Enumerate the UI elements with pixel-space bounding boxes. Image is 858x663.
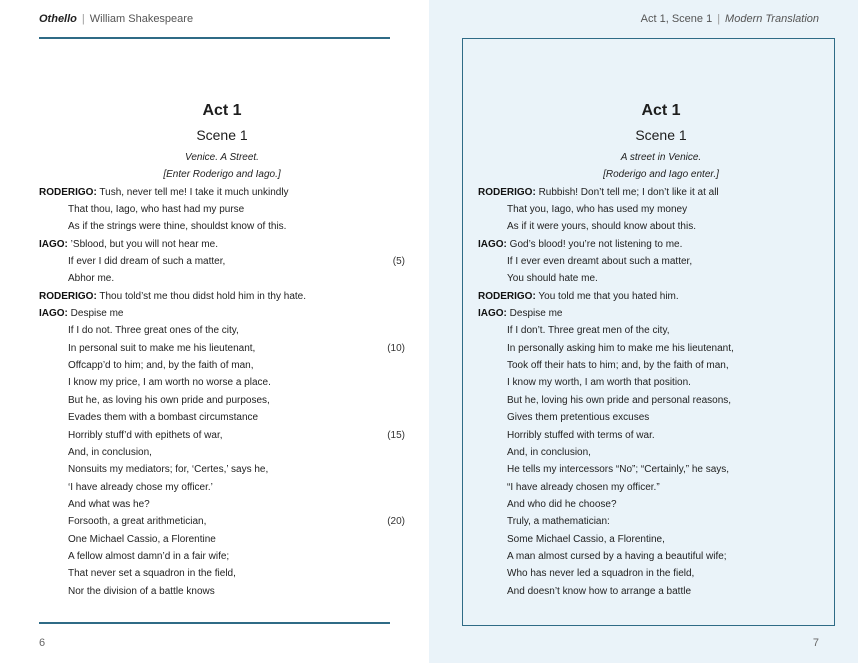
line-text: Who has never led a squadron in the field,: [507, 568, 695, 580]
dialogue-line: [39, 357, 405, 374]
dialogue-line: [39, 427, 405, 444]
stage-direction: A street in Venice.: [620, 152, 702, 163]
speaker-name: IAGO:: [39, 238, 68, 250]
running-header-right: [641, 13, 819, 25]
line-text: He tells my intercessors “No”; “Certainly,” he says,: [507, 464, 730, 476]
line-text: But he, as loving his own pride and purposes,: [68, 394, 270, 406]
dialogue-line: [39, 184, 405, 201]
stage-direction: [Roderigo and Iago enter.]: [603, 169, 719, 181]
act-heading: Act 1: [202, 102, 242, 119]
line-text: That never set a squadron in the field,: [68, 568, 236, 580]
running-header-left: [39, 13, 193, 25]
line-text: You should hate me.: [507, 273, 598, 285]
dialogue-line: [39, 392, 405, 409]
dialogue-line: [39, 201, 405, 218]
dialogue-line: [478, 479, 844, 496]
page-number-right: 7: [812, 637, 819, 649]
dialogue-line: [478, 374, 844, 391]
dialogue-line: [478, 253, 844, 270]
translation-text: [478, 100, 844, 600]
line-text: And, in conclusion,: [507, 446, 591, 458]
line-number: (20): [387, 516, 405, 528]
dialogue-line: [478, 184, 844, 201]
line-text: And who did he choose?: [507, 498, 617, 510]
header-separator: |: [81, 13, 85, 25]
line-text: And, in conclusion,: [68, 446, 152, 458]
dialogue-line: [478, 392, 844, 409]
dialogue-line: [39, 322, 405, 339]
line-number: (5): [392, 256, 405, 268]
dialogue-line: [478, 427, 844, 444]
line-text: Despise me: [509, 308, 563, 320]
line-text: In personal suit to make me his lieutenant,: [68, 342, 256, 354]
page-number-left: 6: [39, 637, 46, 649]
dialogue-line: [478, 322, 844, 339]
speaker-name: RODERIGO:: [478, 290, 536, 302]
line-text: I know my price, I am worth no worse a place.: [68, 377, 271, 389]
line-text: Truly, a mathematician:: [507, 516, 610, 528]
dialogue-line: [39, 340, 405, 357]
line-text: Some Michael Cassio, a Florentine,: [507, 533, 665, 545]
line-text: Forsooth, a great arithmetician,: [68, 516, 207, 528]
translation-label: Modern Translation: [725, 13, 819, 25]
line-text: If I do not. Three great ones of the city,: [68, 325, 239, 337]
dialogue-line: [478, 288, 844, 305]
book-title: Othello: [39, 13, 77, 25]
stage-direction: Venice. A Street.: [185, 152, 259, 163]
line-text: Rubbish! Don’t tell me; I don’t like it at all: [538, 186, 719, 198]
dialogue-line: [478, 565, 844, 582]
dialogue-line: [39, 409, 405, 426]
line-text: If ever I did dream of such a matter,: [68, 256, 226, 268]
line-text: As if it were yours, should know about this.: [507, 221, 696, 233]
dialogue-line: [39, 513, 405, 530]
dialogue-line: [39, 565, 405, 582]
line-text: If I don’t. Three great men of the city,: [507, 325, 670, 337]
dialogue-line: [478, 201, 844, 218]
dialogue-line: [478, 409, 844, 426]
line-number: (15): [387, 429, 405, 441]
speaker-name: RODERIGO:: [39, 290, 97, 302]
line-text: As if the strings were thine, shouldst know of this.: [68, 221, 287, 233]
line-text: A man almost cursed by a having a beautiful wife;: [507, 550, 727, 562]
dialogue-line: [478, 340, 844, 357]
line-text: Offcapp’d to him; and, by the faith of man,: [68, 360, 254, 372]
speaker-name: IAGO:: [478, 308, 507, 320]
dialogue-line: [39, 548, 405, 565]
line-text: I know my worth, I am worth that position.: [507, 377, 691, 389]
dialogue-line: [39, 236, 405, 253]
line-text: “I have already chosen my officer.”: [507, 481, 660, 493]
dialogue-line: [39, 253, 405, 270]
line-text: And what was he?: [68, 498, 150, 510]
line-text: Nonsuits my mediators; for, ‘Certes,’ says he,: [68, 464, 269, 476]
speaker-name: RODERIGO:: [39, 186, 97, 198]
dialogue-line: [39, 288, 405, 305]
dialogue-line: [478, 531, 844, 548]
dialogue-line: [39, 583, 405, 600]
scene-location: Act 1, Scene 1: [640, 13, 713, 25]
speaker-name: IAGO:: [39, 308, 68, 320]
dialogue-line: [39, 461, 405, 478]
dialogue-line: [39, 218, 405, 235]
line-text: Nor the division of a battle knows: [68, 585, 215, 597]
dialogue-line: [478, 496, 844, 513]
line-text: Gives them pretentious excuses: [507, 412, 650, 424]
dialogue-line: [478, 236, 844, 253]
line-text: God’s blood! you’re not listening to me.: [509, 238, 683, 250]
dialogue-line: [478, 583, 844, 600]
dialogue-line: [39, 531, 405, 548]
line-text: Took off their hats to him; and, by the faith of man,: [507, 360, 729, 372]
line-text: Abhor me.: [68, 273, 115, 285]
dialogue-line: [478, 218, 844, 235]
dialogue-line: [39, 270, 405, 287]
dialogue-lines: [478, 184, 844, 600]
scene-heading: Scene 1: [196, 127, 248, 143]
dialogue-line: [39, 444, 405, 461]
dialogue-line: [478, 357, 844, 374]
line-text: Horribly stuff’d with epithets of war,: [68, 429, 223, 441]
dialogue-line: [39, 479, 405, 496]
speaker-name: IAGO:: [478, 238, 507, 250]
line-number: (10): [387, 342, 405, 354]
line-text: If I ever even dreamt about such a matter,: [507, 256, 693, 268]
line-text: Despise me: [70, 308, 124, 320]
dialogue-line: [39, 496, 405, 513]
line-text: Thou told’st me thou didst hold him in thy hate.: [99, 290, 306, 302]
dialogue-line: [478, 548, 844, 565]
line-text: You told me that you hated him.: [538, 290, 679, 302]
dialogue-line: [478, 305, 844, 322]
dialogue-line: [478, 444, 844, 461]
line-text: But he, loving his own pride and personal reasons,: [507, 394, 732, 406]
line-text: One Michael Cassio, a Florentine: [68, 533, 216, 545]
line-text: That you, Iago, who has used my money: [507, 204, 688, 216]
line-text: Horribly stuffed with terms of war.: [507, 429, 655, 441]
dialogue-line: [478, 270, 844, 287]
dialogue-line: [39, 305, 405, 322]
top-rule: [39, 37, 390, 39]
bottom-rule: [39, 622, 390, 624]
line-text: And doesn’t know how to arrange a battle: [507, 585, 692, 597]
dialogue-lines: [39, 184, 405, 600]
line-text: ‘I have already chose my officer.’: [68, 481, 213, 493]
dialogue-line: [39, 374, 405, 391]
original-text: [39, 100, 405, 600]
scene-heading: Scene 1: [635, 127, 687, 143]
act-heading: Act 1: [641, 102, 681, 119]
speaker-name: RODERIGO:: [478, 186, 536, 198]
dialogue-line: [478, 513, 844, 530]
line-text: Tush, never tell me! I take it much unkindly: [99, 186, 289, 198]
author-name: William Shakespeare: [89, 13, 194, 25]
line-text: That thou, Iago, who hast had my purse: [68, 204, 245, 216]
line-text: A fellow almost damn’d in a fair wife;: [68, 550, 230, 562]
line-text: Evades them with a bombast circumstance: [68, 412, 259, 424]
dialogue-line: [478, 461, 844, 478]
stage-direction: [Enter Roderigo and Iago.]: [163, 169, 281, 181]
line-text: In personally asking him to make me his lieutenant,: [507, 342, 734, 354]
header-separator: |: [717, 13, 721, 25]
line-text: ’Sblood, but you will not hear me.: [70, 238, 218, 250]
